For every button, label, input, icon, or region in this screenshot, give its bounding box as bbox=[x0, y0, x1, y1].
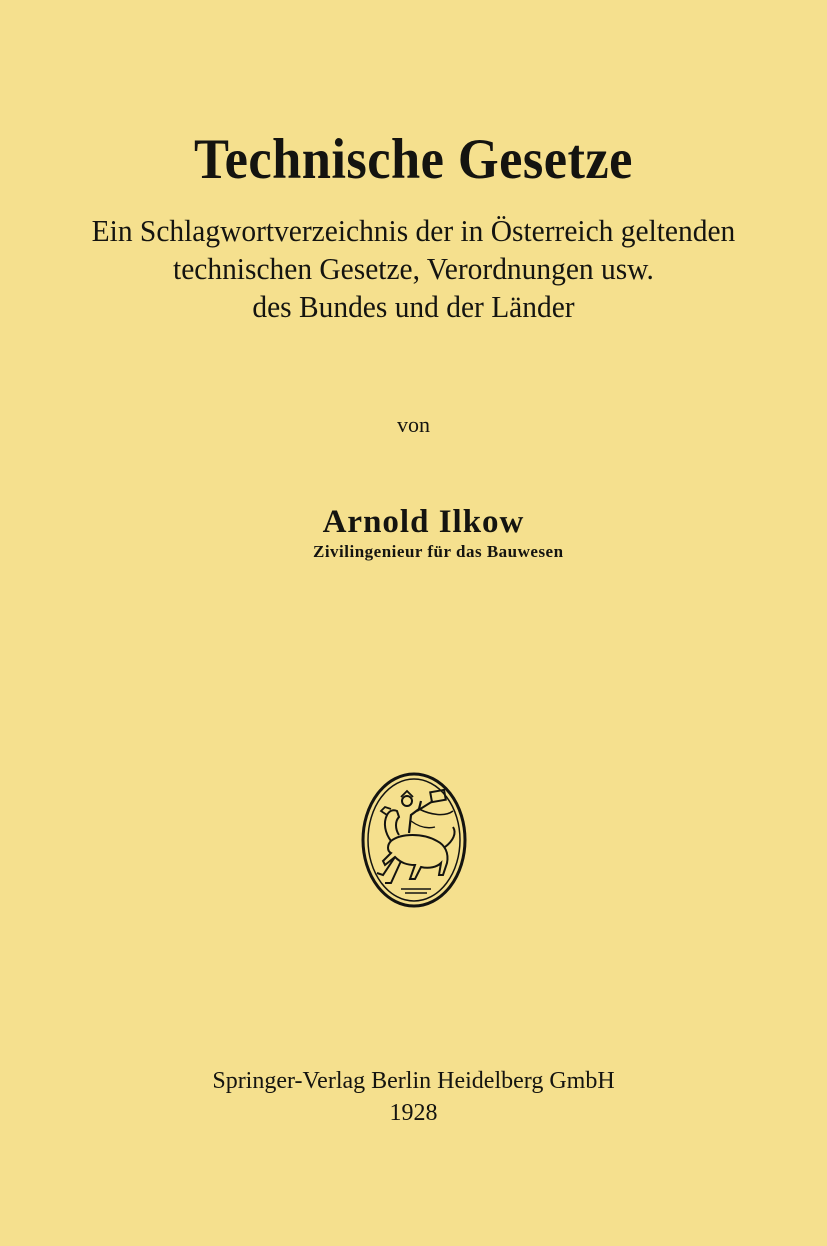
publication-year: 1928 bbox=[389, 1100, 438, 1126]
subtitle-line-3: des Bundes und der Länder bbox=[252, 289, 575, 324]
subtitle-line-1: Ein Schlagwortverzeichnis der in Österreich geltenden bbox=[91, 213, 736, 248]
by-label: von bbox=[397, 412, 430, 437]
subtitle-line-2: technischen Gesetze, Verordnungen usw. bbox=[173, 251, 654, 286]
author-profession: Zivilingenieur für das Bauwesen bbox=[313, 542, 564, 561]
publisher-emblem-horse-rider-icon bbox=[361, 771, 467, 909]
publisher-name: Springer-Verlag Berlin Heidelberg GmbH bbox=[212, 1068, 615, 1094]
book-title: Technische Gesetze bbox=[194, 128, 633, 191]
book-subtitle bbox=[0, 212, 827, 326]
author-name: Arnold Ilkow bbox=[322, 504, 525, 540]
